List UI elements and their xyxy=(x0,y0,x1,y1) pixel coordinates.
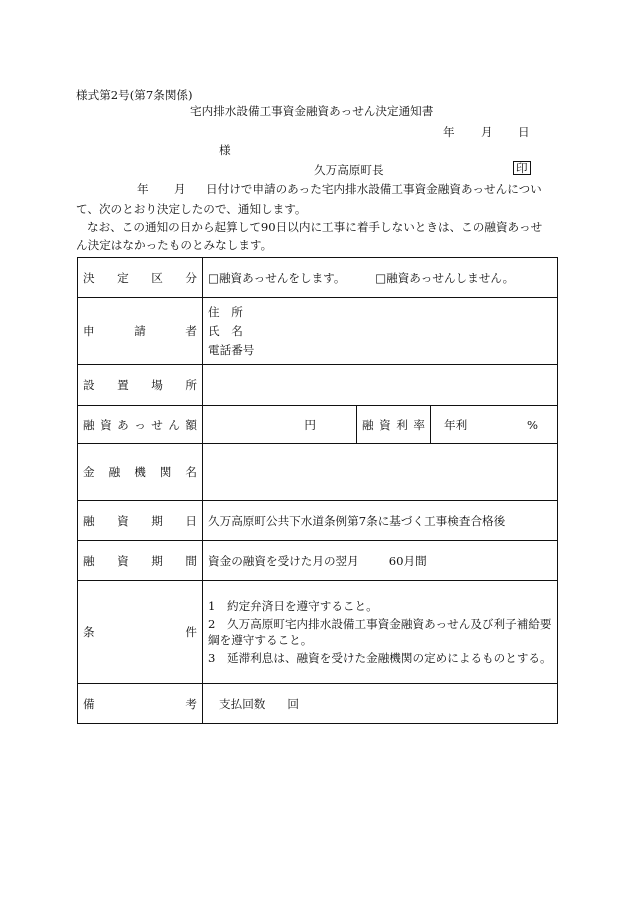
seal-mark xyxy=(513,161,531,175)
condition-item-2: 2 久万高原町宅内排水設備工事資金融資あっせん及び利子補給要綱を遵守すること。 xyxy=(208,617,552,647)
rate-prefix: 年利 xyxy=(444,417,468,432)
institution-label xyxy=(78,444,203,501)
label-char: 期 xyxy=(151,513,163,528)
label-char: 資 xyxy=(117,553,129,568)
table-row xyxy=(78,684,558,724)
decision-label xyxy=(78,258,203,298)
label-char: せ xyxy=(151,417,163,432)
applicant-label xyxy=(78,298,203,365)
amount-label xyxy=(78,406,203,444)
payments-label: 支払回数 xyxy=(219,696,266,711)
remarks-label xyxy=(78,684,203,724)
label-char: 備 xyxy=(83,696,95,711)
approve-checkbox[interactable]: □融資あっせんをします。 xyxy=(208,270,346,285)
amount-value[interactable] xyxy=(203,406,357,444)
table-row xyxy=(78,501,558,541)
form-number: 様式第2号(第7条関係) xyxy=(76,88,193,102)
label-char: 資 xyxy=(117,513,129,528)
label-char: 置 xyxy=(117,378,129,392)
notice-table xyxy=(77,257,558,724)
date-day-label: 日 xyxy=(518,125,530,139)
period-text: 資金の融資を受けた月の翌月 xyxy=(208,553,359,568)
label-char: 資 xyxy=(100,417,112,432)
notice-month-label: 月 xyxy=(174,182,186,196)
label-char: 関 xyxy=(159,465,172,479)
amount-unit: 円 xyxy=(304,417,316,432)
label-char: 条 xyxy=(83,625,95,639)
table-row xyxy=(78,541,558,581)
label-char: 者 xyxy=(185,324,197,338)
applicant-value xyxy=(203,298,558,365)
label-char: 名 xyxy=(185,465,197,479)
period-label xyxy=(78,541,203,581)
label-char: 分 xyxy=(185,270,197,285)
table-row xyxy=(78,581,558,684)
label-char: 日 xyxy=(185,513,197,528)
conditions-label xyxy=(78,581,203,684)
rate-value[interactable] xyxy=(431,406,558,444)
label-char: 場 xyxy=(151,378,163,392)
payments-unit: 回 xyxy=(287,696,299,711)
location-label xyxy=(78,365,203,406)
conditions-value xyxy=(203,581,558,684)
due-date-label xyxy=(78,501,203,541)
period-months: 60月間 xyxy=(388,553,427,568)
label-char: 期 xyxy=(151,553,163,568)
seal-text: 印 xyxy=(513,161,531,175)
label-char: 区 xyxy=(151,270,163,285)
label-char: 融 xyxy=(83,553,95,568)
due-date-value: 久万高原町公共下水道条例第7条に基づく工事検査合格後 xyxy=(203,501,558,541)
notice-year-label: 年 xyxy=(137,182,149,196)
rate-label xyxy=(357,406,431,444)
label-char: 請 xyxy=(134,324,146,338)
label-char: 設 xyxy=(83,378,95,392)
table-row xyxy=(78,298,558,365)
period-value xyxy=(203,541,558,581)
label-char: 機 xyxy=(134,465,146,479)
applicant-address-label: 住 所 xyxy=(208,304,243,319)
label-char: 所 xyxy=(185,378,197,392)
table-row xyxy=(78,258,558,298)
label-char: 融 xyxy=(83,417,95,432)
label-char: 金 xyxy=(83,465,95,479)
notice-note-line2: ん決定はなかったものとみなします。 xyxy=(76,238,273,252)
notice-note-line1: なお、この通知の日から起算して90日以内に工事に着手しないときは、この融資あっせ xyxy=(87,220,543,234)
notice-body-line1: 日付けで申請のあった宅内排水設備工事資金融資あっせんについ xyxy=(206,182,542,196)
addressee-suffix: 様 xyxy=(219,143,231,157)
condition-item-3: 3 延滞利息は、融資を受けた金融機関の定めによるものとする。 xyxy=(208,651,552,665)
label-char: 融 xyxy=(108,465,121,479)
label-char: 資 xyxy=(379,417,391,432)
label-char: 融 xyxy=(83,513,95,528)
rate-unit: % xyxy=(526,417,538,432)
condition-item-1: 1 約定弁済日を遵守すること。 xyxy=(208,599,378,613)
label-char: 率 xyxy=(413,417,425,432)
remarks-value xyxy=(203,684,558,724)
decision-value xyxy=(203,258,558,298)
document-title: 宅内排水設備工事資金融資あっせん決定通知書 xyxy=(190,104,434,118)
label-char: 件 xyxy=(185,625,197,639)
label-char: 融 xyxy=(362,417,374,432)
label-char: 決 xyxy=(83,270,95,285)
label-char: っ xyxy=(134,417,146,432)
institution-value[interactable] xyxy=(203,444,558,501)
issuer-name: 久万高原町長 xyxy=(314,163,384,177)
label-char: 定 xyxy=(117,270,129,285)
label-char: 考 xyxy=(185,696,197,711)
applicant-phone-label: 電話番号 xyxy=(208,342,255,357)
label-char: 申 xyxy=(83,324,95,338)
reject-checkbox[interactable]: □融資あっせんしません。 xyxy=(375,270,515,285)
table-row xyxy=(78,406,558,444)
table-row xyxy=(78,444,558,501)
label-char: あ xyxy=(117,417,129,432)
date-year-label: 年 xyxy=(443,125,455,139)
table-row xyxy=(78,365,558,406)
label-char: 利 xyxy=(396,417,408,432)
location-value[interactable] xyxy=(203,365,558,406)
label-char: ん xyxy=(168,417,180,432)
date-month-label: 月 xyxy=(481,125,493,139)
label-char: 間 xyxy=(185,553,197,568)
applicant-name-label: 氏 名 xyxy=(208,323,243,338)
label-char: 額 xyxy=(185,417,197,432)
notice-body-line2: て、次のとおり決定したので、通知します。 xyxy=(76,202,307,216)
